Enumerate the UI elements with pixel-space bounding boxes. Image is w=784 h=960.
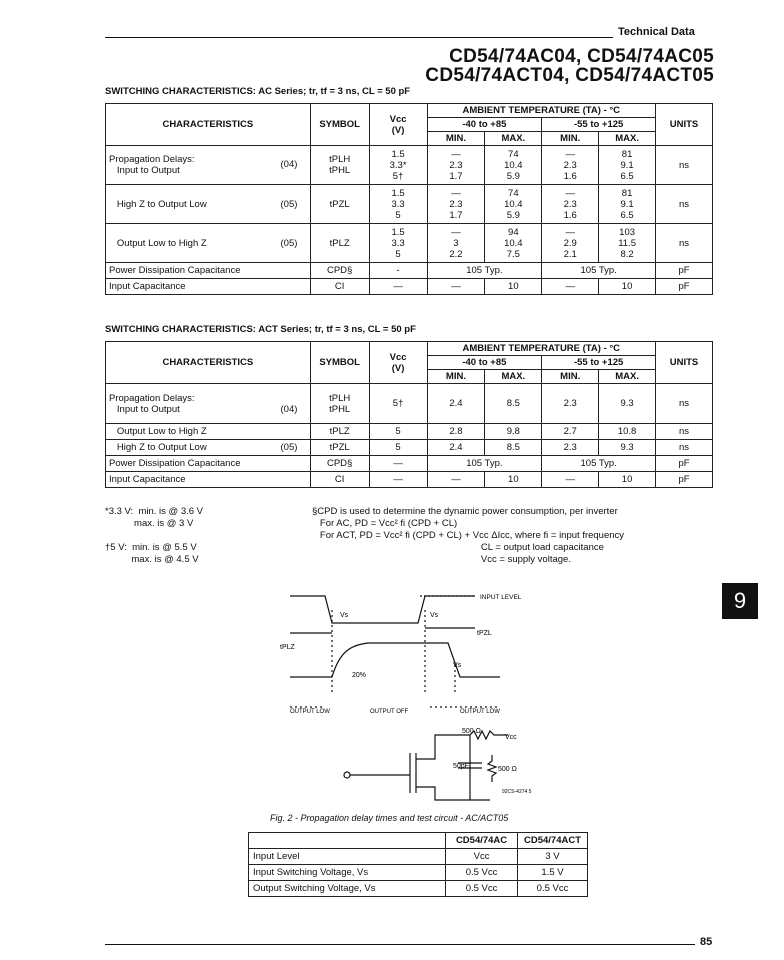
row-vcc: 1.5 3.3 5: [369, 185, 427, 224]
ac-switching-table: [105, 103, 713, 295]
output-low-right: OUTPUT LOW: [460, 709, 500, 715]
resistor-right: [488, 755, 496, 782]
row-vcc: 5: [369, 424, 427, 440]
row-max1: 74 10.4 5.9: [485, 146, 542, 185]
notes-left: *3.3 V: min. is @ 3.6 V max. is @ 3 V †5 V: min. is @ 5.5 V max. is @ 4.5 V: [105, 506, 203, 565]
row-min2: —: [542, 279, 599, 295]
row-code: (04): [268, 146, 310, 185]
row-min2: 2.3: [542, 384, 599, 424]
header-max: MAX.: [599, 132, 656, 146]
row-act: 0.5 Vcc: [518, 881, 588, 897]
percent-label: 20%: [352, 672, 367, 679]
row-label: Input Switching Voltage, Vs: [249, 865, 446, 881]
row-ac: 0.5 Vcc: [446, 881, 518, 897]
row-units: ns: [656, 224, 713, 263]
table-row: [249, 865, 588, 881]
ac-section-title: SWITCHING CHARACTERISTICS: AC Series; tr, tf = 3 ns, CL = 50 pF: [105, 86, 411, 97]
row-units: pF: [656, 263, 713, 279]
row-units: ns: [656, 185, 713, 224]
row-label: Input Level: [249, 849, 446, 865]
row-symbol: CI: [310, 472, 369, 488]
output-waveform: [290, 643, 500, 677]
row-max2: 9.3: [599, 440, 656, 456]
row-max1: 94 10.4 7.5: [485, 224, 542, 263]
row-typ2: 105 Typ.: [542, 456, 656, 472]
tpzl-label: tPZL: [477, 630, 492, 637]
input-waveform: [290, 596, 475, 623]
header-max: MAX.: [485, 132, 542, 146]
row-symbol: CI: [310, 279, 369, 295]
row-vcc: 1.5 3.3 5: [369, 224, 427, 263]
table-row: [106, 424, 713, 440]
vcc-label: Vcc: [505, 734, 517, 741]
row-code: [268, 424, 310, 440]
row-units: ns: [656, 440, 713, 456]
row-units: ns: [656, 424, 713, 440]
output-off: OUTPUT OFF: [370, 709, 409, 715]
table-row: [106, 440, 713, 456]
row-min2: —: [542, 472, 599, 488]
row-max1: 8.5: [485, 384, 542, 424]
row-symbol: tPZL: [310, 440, 369, 456]
row-symbol: tPLH tPHL: [310, 146, 369, 185]
row-units: pF: [656, 472, 713, 488]
row-max2: 103 11.5 8.2: [599, 224, 656, 263]
figure-code: 92CS-4274 5: [502, 789, 532, 795]
title-line-2: CD54/74ACT04, CD54/74ACT05: [425, 65, 714, 86]
table-row: [106, 279, 713, 295]
row-max1: 10: [485, 472, 542, 488]
header-ambient: AMBIENT TEMPERATURE (TA) - °C: [427, 104, 656, 118]
row-characteristic: Output Low to High Z: [106, 224, 269, 263]
row-units: pF: [656, 279, 713, 295]
row-vcc: —: [369, 279, 427, 295]
header-max: MAX.: [599, 370, 656, 384]
row-symbol: tPLH tPHL: [310, 384, 369, 424]
row-code: (04): [268, 384, 310, 424]
row-min1: 2.8: [427, 424, 485, 440]
table-row: [106, 263, 713, 279]
title-line-1: CD54/74AC04, CD54/74AC05: [449, 46, 714, 67]
header-min: MIN.: [427, 132, 485, 146]
header-blank: [249, 833, 446, 849]
row-max2: 10: [599, 279, 656, 295]
table-row: [249, 881, 588, 897]
row-code: (05): [268, 224, 310, 263]
row-ac: 0.5 Vcc: [446, 865, 518, 881]
row-vcc: 5: [369, 440, 427, 456]
table-row: [106, 146, 713, 185]
row-units: ns: [656, 146, 713, 185]
row-max2: 10.8: [599, 424, 656, 440]
row-characteristic: Output Low to High Z: [106, 424, 269, 440]
header-symbol: SYMBOL: [310, 104, 369, 146]
row-vcc: 5†: [369, 384, 427, 424]
switching-levels-table: [248, 832, 588, 897]
header-max: MAX.: [485, 370, 542, 384]
timing-diagram: [270, 585, 560, 803]
row-max1: 9.8: [485, 424, 542, 440]
row-symbol: tPZL: [310, 185, 369, 224]
row-symbol: CPD§: [310, 456, 369, 472]
act-switching-table: [105, 341, 713, 488]
header-range-1: -40 to +85: [427, 118, 542, 132]
row-min1: 2.4: [427, 440, 485, 456]
row-max2: 9.3: [599, 384, 656, 424]
row-min1: — 3 2.2: [427, 224, 485, 263]
row-vcc: -: [369, 263, 427, 279]
row-characteristic: Propagation Delays: Input to Output: [106, 146, 269, 185]
row-characteristic: High Z to Output Low: [106, 440, 269, 456]
act-section-title: SWITCHING CHARACTERISTICS: ACT Series; tr, tf = 3 ns, CL = 50 pF: [105, 324, 416, 335]
header-range-2: -55 to +125: [542, 356, 656, 370]
row-min2: — 2.3 1.6: [542, 146, 599, 185]
row-vcc: —: [369, 472, 427, 488]
header-characteristics: CHARACTERISTICS: [106, 342, 311, 384]
header-vcc: Vcc (V): [369, 342, 427, 384]
notes-right: §CPD is used to determine the dynamic power consumption, per inverter For AC, PD = Vcc² fi (CPD + CL) For ACT, PD = Vcc² fi (CPD + CL) + Vcc ΔIcc, where fi = input frequency CL = output load capacitance Vcc = supply voltage.: [312, 506, 625, 565]
page-number: 85: [700, 936, 713, 948]
row-min2: — 2.3 1.6: [542, 185, 599, 224]
output-low-left: OUTPUT LOW: [290, 709, 330, 715]
table-row: [106, 384, 713, 424]
row-min1: 2.4: [427, 384, 485, 424]
vs-label-1: Vs: [340, 612, 349, 619]
row-characteristic: Input Capacitance: [106, 472, 311, 488]
row-characteristic: Propagation Delays: Input to Output: [106, 384, 269, 424]
row-min2: 2.7: [542, 424, 599, 440]
table-row: [106, 185, 713, 224]
row-max1: 8.5: [485, 440, 542, 456]
row-max2: 81 9.1 6.5: [599, 185, 656, 224]
row-code: (05): [268, 440, 310, 456]
row-characteristic: Power Dissipation Capacitance: [106, 456, 311, 472]
figure-caption: Fig. 2 - Propagation delay times and test circuit - AC/ACT05: [270, 813, 509, 823]
res-right-label: 500 Ω: [498, 766, 517, 773]
input-level-label: INPUT LEVEL: [480, 594, 522, 601]
row-min1: — 2.3 1.7: [427, 146, 485, 185]
row-units: ns: [656, 384, 713, 424]
row-label: Output Switching Voltage, Vs: [249, 881, 446, 897]
header-characteristics: CHARACTERISTICS: [106, 104, 311, 146]
row-symbol: tPLZ: [310, 224, 369, 263]
row-act: 3 V: [518, 849, 588, 865]
row-max2: 81 9.1 6.5: [599, 146, 656, 185]
table-row: [106, 224, 713, 263]
row-min2: — 2.9 2.1: [542, 224, 599, 263]
row-typ2: 105 Typ.: [542, 263, 656, 279]
vs-label-3: Vs: [453, 662, 462, 669]
row-vcc: —: [369, 456, 427, 472]
row-min1: — 2.3 1.7: [427, 185, 485, 224]
row-max2: 10: [599, 472, 656, 488]
table-row: [249, 833, 588, 849]
row-act: 1.5 V: [518, 865, 588, 881]
row-characteristic: Input Capacitance: [106, 279, 311, 295]
row-units: pF: [656, 456, 713, 472]
row-max1: 10: [485, 279, 542, 295]
table-row: [249, 849, 588, 865]
header-range-1: -40 to +85: [427, 356, 542, 370]
row-symbol: tPLZ: [310, 424, 369, 440]
row-symbol: CPD§: [310, 263, 369, 279]
header-units: UNITS: [656, 342, 713, 384]
header-min: MIN.: [542, 132, 599, 146]
header-ambient: AMBIENT TEMPERATURE (TA) - °C: [427, 342, 656, 356]
header-tag: Technical Data: [618, 26, 695, 38]
table-row: [106, 472, 713, 488]
header-vcc: Vcc (V): [369, 104, 427, 146]
row-min1: —: [427, 472, 485, 488]
header-rule: [105, 37, 613, 38]
row-characteristic: High Z to Output Low: [106, 185, 269, 224]
res-top-label: 500 Ω: [462, 728, 481, 735]
cap-label: 50pF: [453, 763, 469, 770]
row-code: (05): [268, 185, 310, 224]
section-tab: 9: [722, 583, 758, 619]
footer-rule: [105, 944, 695, 945]
row-typ1: 105 Typ.: [427, 456, 542, 472]
row-min1: —: [427, 279, 485, 295]
header-symbol: SYMBOL: [310, 342, 369, 384]
row-typ1: 105 Typ.: [427, 263, 542, 279]
vs-label-2: Vs: [430, 612, 439, 619]
header-min: MIN.: [542, 370, 599, 384]
tplz-label: tPLZ: [280, 644, 295, 651]
table-row: [106, 456, 713, 472]
row-max1: 74 10.4 5.9: [485, 185, 542, 224]
header-act: CD54/74ACT: [518, 833, 588, 849]
row-min2: 2.3: [542, 440, 599, 456]
header-min: MIN.: [427, 370, 485, 384]
row-characteristic: Power Dissipation Capacitance: [106, 263, 311, 279]
header-ac: CD54/74AC: [446, 833, 518, 849]
input-node: [344, 772, 350, 778]
header-units: UNITS: [656, 104, 713, 146]
row-vcc: 1.5 3.3* 5†: [369, 146, 427, 185]
header-range-2: -55 to +125: [542, 118, 656, 132]
row-ac: Vcc: [446, 849, 518, 865]
